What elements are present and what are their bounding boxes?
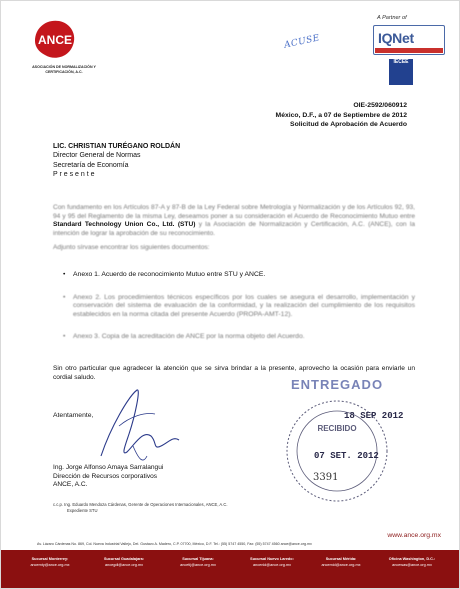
addressee-presente: P r e s e n t e — [53, 171, 95, 179]
addressee-title: Director General de Normas — [53, 152, 141, 160]
footer-website: www.ance.org.mx — [387, 532, 441, 539]
iecee-logo: IECEE — [389, 59, 413, 85]
reference-block — [276, 101, 407, 130]
reference-number: OIE-2592/060912 — [353, 102, 407, 109]
body-paragraph-1: Con fundamento en los Artículos 87-A y 87-B de la Ley Federal sobre Metrología y Normalización y de los Artículos 92, 93, 94 y 95 del Reglamento de la misma Ley, deseamos poner a su consideración el Acuerdo de Reconocimiento Mutuo entre Standard Technology Union Co., Ltd. (STU) y la Asociación de Normalización y Certificación, A.C. (ANCE), con la intención de lograr la aprobación de su reconocimiento. — [53, 204, 415, 237]
annex-item-3: • Anexo 3. Copia de la acreditación de ANCE por la norma objeto del Acuerdo. — [63, 333, 415, 342]
addressee-name: LIC. CHRISTIAN TURÉGANO ROLDÁN — [53, 143, 181, 150]
handwritten-number: 3391 — [313, 472, 339, 483]
svg-text:ANCE: ANCE — [37, 33, 73, 47]
addressee-block — [53, 142, 180, 180]
acuse-stamp: ACUSE — [283, 33, 321, 51]
signature — [81, 386, 191, 466]
ance-logo — [31, 15, 79, 63]
partner-label: A Partner of — [377, 15, 407, 21]
entregado-stamp: ENTREGADO — [291, 377, 384, 392]
svg-text:RECIBIDO: RECIBIDO — [317, 424, 357, 433]
body-paragraph-3: Sin otro particular que agradecer la atención que se sirva brindar a la presente, aprovecho la ocasión para enviarle un cordial saludo. — [53, 365, 415, 381]
branch-tijuana: Sucursal Tijuana: ancetij@ance.org.mx — [180, 557, 216, 567]
branch-merida: Sucursal Mérida: ancemid@ance.org.mx — [321, 557, 361, 567]
iqnet-logo: IQNet — [373, 25, 445, 55]
signer-org: ANCE, A.C. — [53, 481, 88, 489]
org-name: ASOCIACIÓN DE NORMALIZACIÓN Y CERTIFICACIÓN, A.C. — [32, 65, 96, 74]
annex-item-1: • Anexo 1. Acuerdo de reconocimiento Mutuo entre STU y ANCE. — [63, 271, 415, 280]
signer-title: Dirección de Recursos corporativos — [53, 472, 158, 480]
body-paragraph-2: Adjunto sírvase encontrar los siguientes documentos: — [53, 244, 210, 251]
footer-address: Av. Lázaro Cárdenas No. 869, Col. Nueva Industrial Vallejo, Del. Gustavo A. Madero, C.P. 07700, México, D.F. Tel.: (55) 5747 4550, Fax: (55) 5747 4560 ance@ance.org.mx — [37, 542, 312, 546]
reference-subject: Solicitud de Aprobación de Acuerdo — [290, 121, 407, 129]
signer-name: Ing. Jorge Alfonso Amaya Sarralangui — [53, 464, 164, 471]
branch-washington: Oficina Washington, D.C.: ancewas@ance.org.mx — [388, 557, 436, 567]
cc-block: c.c.p. Ing. Eduardo Mendoza Cárdenas, Gerente de Operaciones Internacionales, ANCE, A.C. Expediente STU — [53, 502, 228, 513]
signer-block — [53, 464, 163, 490]
addressee-org: Secretaría de Economía — [53, 161, 129, 169]
annex-list — [63, 271, 415, 356]
reference-date: México, D.F., a 07 de Septiembre de 2012 — [275, 111, 407, 119]
annex-item-2: • Anexo 2. Los procedimientos técnicos específicos por los cuales se asegura el desarrollo, implementación y conservación del sistema de evaluación de la conformidad, y la realización del cumplimiento de los requisitos establecidos en la norma citada del presente Acuerdo (PROPA-AMT-12). — [63, 294, 415, 320]
footer-branches — [1, 550, 459, 588]
received-date: 07 SET. 2012 — [314, 451, 379, 461]
branch-monterrey: Sucursal Monterrey: ancemty@ance.org.mx — [30, 557, 70, 567]
branch-guadalajara: Sucursal Guadalajara: ancegdl@ance.org.mx — [103, 557, 145, 567]
closing-atentamente: Atentamente, — [53, 412, 94, 419]
branch-nuevo-laredo: Sucursal Nuevo Laredo: ancenld@ance.org.mx — [250, 557, 294, 567]
delivery-date-stamp: 18 SEP 2012 — [344, 411, 404, 421]
